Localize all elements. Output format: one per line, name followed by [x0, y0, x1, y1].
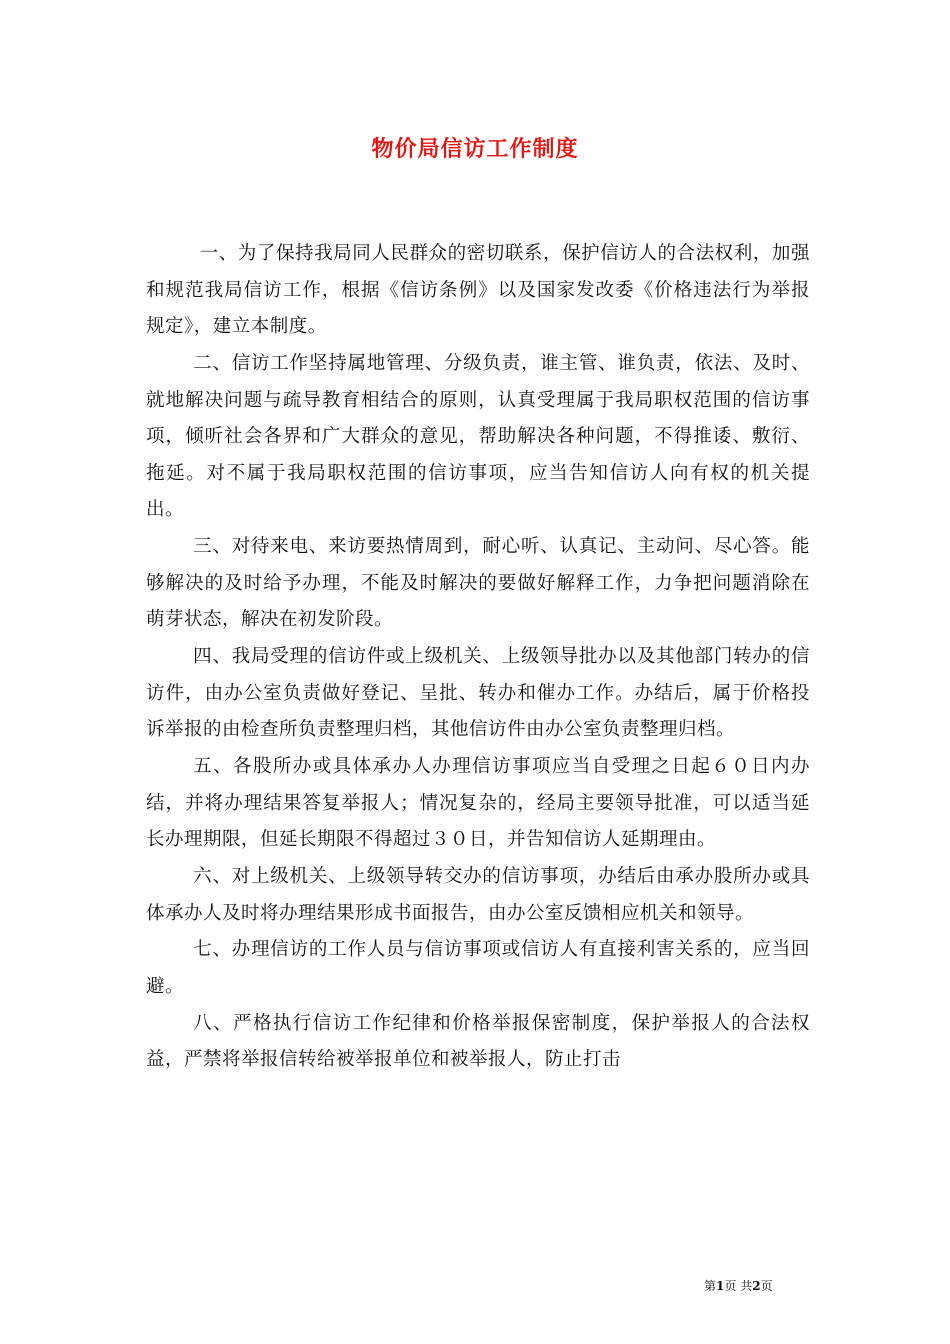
- paragraph-7: 七、办理信访的工作人员与信访事项或信访人有直接利害关系的，应当回避。: [146, 939, 810, 997]
- page-number-middle: 页 共: [724, 1279, 753, 1293]
- paragraph-1: 一、为了保持我局同人民群众的密切联系，保护信访人的合法权利，加强和规范我局信访工作，根据《信访条例》以及国家发改委《价格违法行为举报规定》，建立本制度。: [146, 243, 810, 338]
- paragraph-5: 五、各股所办或具体承办人办理信访事项应当自受理之日起６０日内办结，并将办理结果答复举报人；情况复杂的，经局主要领导批准，可以适当延长办理期限，但延长期限不得超过３０日，并告知信访人延期理由。: [146, 756, 810, 851]
- total-page-count: 2: [752, 1279, 761, 1293]
- paragraph-6: 六、对上级机关、上级领导转交办的信访事项，办结后由承办股所办或具体承办人及时将办理结果形成书面报告，由办公室反馈相应机关和领导。: [146, 866, 810, 924]
- paragraph-4: 四、我局受理的信访件或上级机关、上级领导批办以及其他部门转办的信访件，由办公室负责做好登记、呈批、转办和催办工作。办结后，属于价格投诉举报的由检查所负责整理归档，其他信访件由办公室负责整理归档。: [146, 646, 810, 741]
- paragraph-8: 八、严格执行信访工作纪律和价格举报保密制度，保护举报人的合法权益，严禁将举报信转给被举报单位和被举报人，防止打击: [146, 1012, 810, 1071]
- document-body: [146, 236, 810, 1079]
- page-number: [704, 1278, 773, 1294]
- paragraph-2: 二、信访工作坚持属地管理、分级负责，谁主管、谁负责，依法、及时、就地解决问题与疏导教育相结合的原则，认真受理属于我局职权范围的信访事项，倾听社会各界和广大群众的意见，帮助解决各种问题，不得推诿、敷衍、拖延。对不属于我局职权范围的信访事项，应当告知信访人向有权的机关提出。: [146, 352, 810, 521]
- page-number-suffix: 页: [760, 1279, 773, 1293]
- paragraph-3: 三、对待来电、来访要热情周到，耐心听、认真记、主动问、尽心答。能够解决的及时给予办理，不能及时解决的要做好解释工作，力争把问题消除在萌芽状态，解决在初发阶段。: [146, 536, 810, 631]
- page-number-prefix: 第: [704, 1279, 717, 1293]
- current-page-number: 1: [716, 1279, 725, 1293]
- document-title: 物价局信访工作制度: [371, 136, 579, 162]
